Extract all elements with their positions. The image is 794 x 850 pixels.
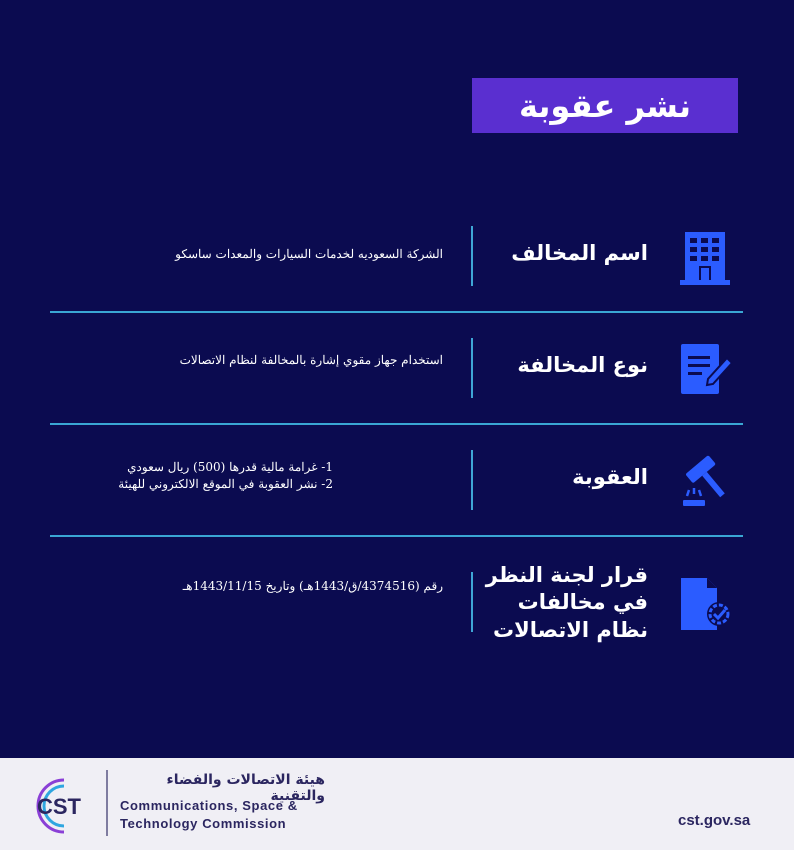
penalty-label: العقوبة (572, 465, 648, 489)
document-edit-icon (677, 340, 733, 396)
value-line: 2- نشر العقوبة في الموقع الالكتروني للهيئة (118, 477, 333, 492)
committee-decision-row (50, 562, 743, 644)
row-separator-line (471, 572, 473, 632)
committee-decision-label (478, 562, 648, 644)
page-title: نشر عقوبة (519, 86, 691, 125)
label-line: في مخالفات (517, 590, 648, 615)
value-line: 1- غرامة مالية قدرها (500) ريال سعودي (127, 460, 333, 474)
row-divider (50, 311, 743, 313)
commission-arabic-name: هيئة الاتصالات والفضاء والتقنية (166, 772, 325, 804)
violation-type-label: نوع المخالفة (517, 353, 648, 377)
row-separator-line (471, 226, 473, 286)
commission-english-line2: Technology Commission (120, 816, 287, 831)
title-banner (472, 78, 738, 133)
row-separator-line (471, 450, 473, 510)
value-line: استخدام جهاز مقوي إشارة بالمخالفة لنظام الاتصالات (179, 353, 443, 367)
violator-name-value (63, 246, 443, 263)
row-divider (50, 423, 743, 425)
violator-name-row (50, 226, 743, 286)
building-icon (677, 230, 733, 286)
approved-document-icon (677, 576, 733, 632)
value-line: رقم (4374516/ق/1443هـ) وتاريخ 1443/11/15هـ (182, 579, 443, 593)
label-line: قرار لجنة النظر (485, 563, 648, 587)
violation-type-row (50, 338, 743, 398)
website-link[interactable]: cst.gov.sa (678, 812, 751, 829)
cst-logo (30, 776, 100, 836)
penalty-value (73, 459, 333, 494)
committee-decision-value (63, 578, 443, 595)
violator-name-label: اسم المخالف (511, 241, 648, 265)
penalty-row (50, 450, 743, 510)
row-separator-line (471, 338, 473, 398)
label-line: نظام الاتصالات (493, 617, 648, 642)
logo-text: CST (37, 794, 81, 819)
gavel-icon (677, 452, 733, 508)
value-line: الشركة السعوديه لخدمات السيارات والمعدات ساسكو (175, 247, 443, 261)
footer-separator (106, 770, 108, 836)
row-divider (50, 535, 743, 537)
commission-english-line1: Communications, Space & (120, 798, 298, 813)
violation-type-value (63, 352, 443, 369)
footer (0, 758, 794, 850)
